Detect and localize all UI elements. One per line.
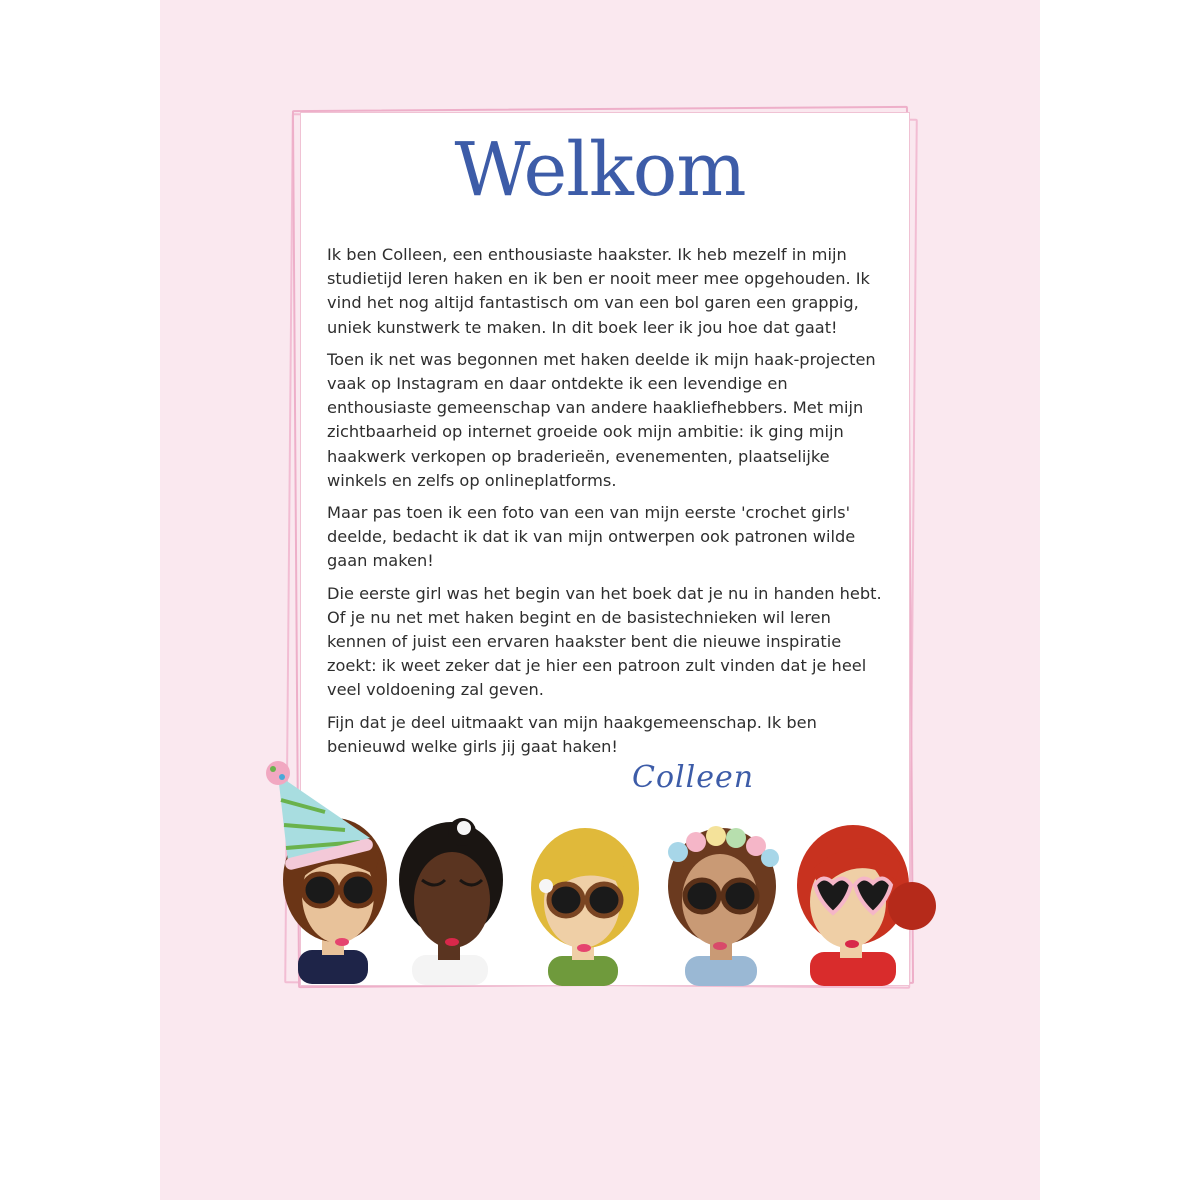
signature-text: Colleen <box>632 760 755 795</box>
book-page <box>160 0 1040 1200</box>
paragraph-closing: Fijn dat je deel uitmaakt van mijn haakgemeenschap. Ik ben benieuwd welke girls jij gaat haken! <box>327 712 817 756</box>
page-title: Welkom <box>454 127 746 213</box>
signature <box>632 760 754 795</box>
paragraph-crochet-girls: Maar pas toen ik een foto van een van mijn eerste 'crochet girls' deelde, bedacht ik dat ik van mijn ontwerpen ook patronen wilde gaan maken! <box>327 503 856 571</box>
paragraph-instagram: Toen ik net was begonnen met haken deelde ik mijn haak-projecten vaak op Instagram en daar ontdekte ik een levendige en enthousiaste gemeenschap van andere haakliefhebbers. Met mijn zichtbaarheid op internet groeide ook mijn ambitie: ik ging mijn haakwerk verkopen op braderieën, evenementen, plaatselijke winkels en zelfs op onlineplatforms. <box>327 349 876 490</box>
paragraph-book: Die eerste girl was het begin van het boek dat je nu in handen hebt. Of je nu net met haken begint en de basistechnieken wil leren kennen of juist een ervaren haakster bent die nieuwe inspiratie zoekt: ik weet zeker dat je hier een patroon zult vinden dat je heel veel voldoening zal geven. <box>327 583 882 700</box>
paragraph-intro: Ik ben Colleen, een enthousiaste haakster. Ik heb mezelf in mijn studietijd leren haken en ik ben er nooit meer mee opgehouden. Ik vind het nog altijd fantastisch om van een bol garen een grappig, uniek kunstwerk te maken. In dit boek leer ik jou hoe dat gaat! <box>327 245 870 337</box>
welcome-letter <box>327 243 892 767</box>
